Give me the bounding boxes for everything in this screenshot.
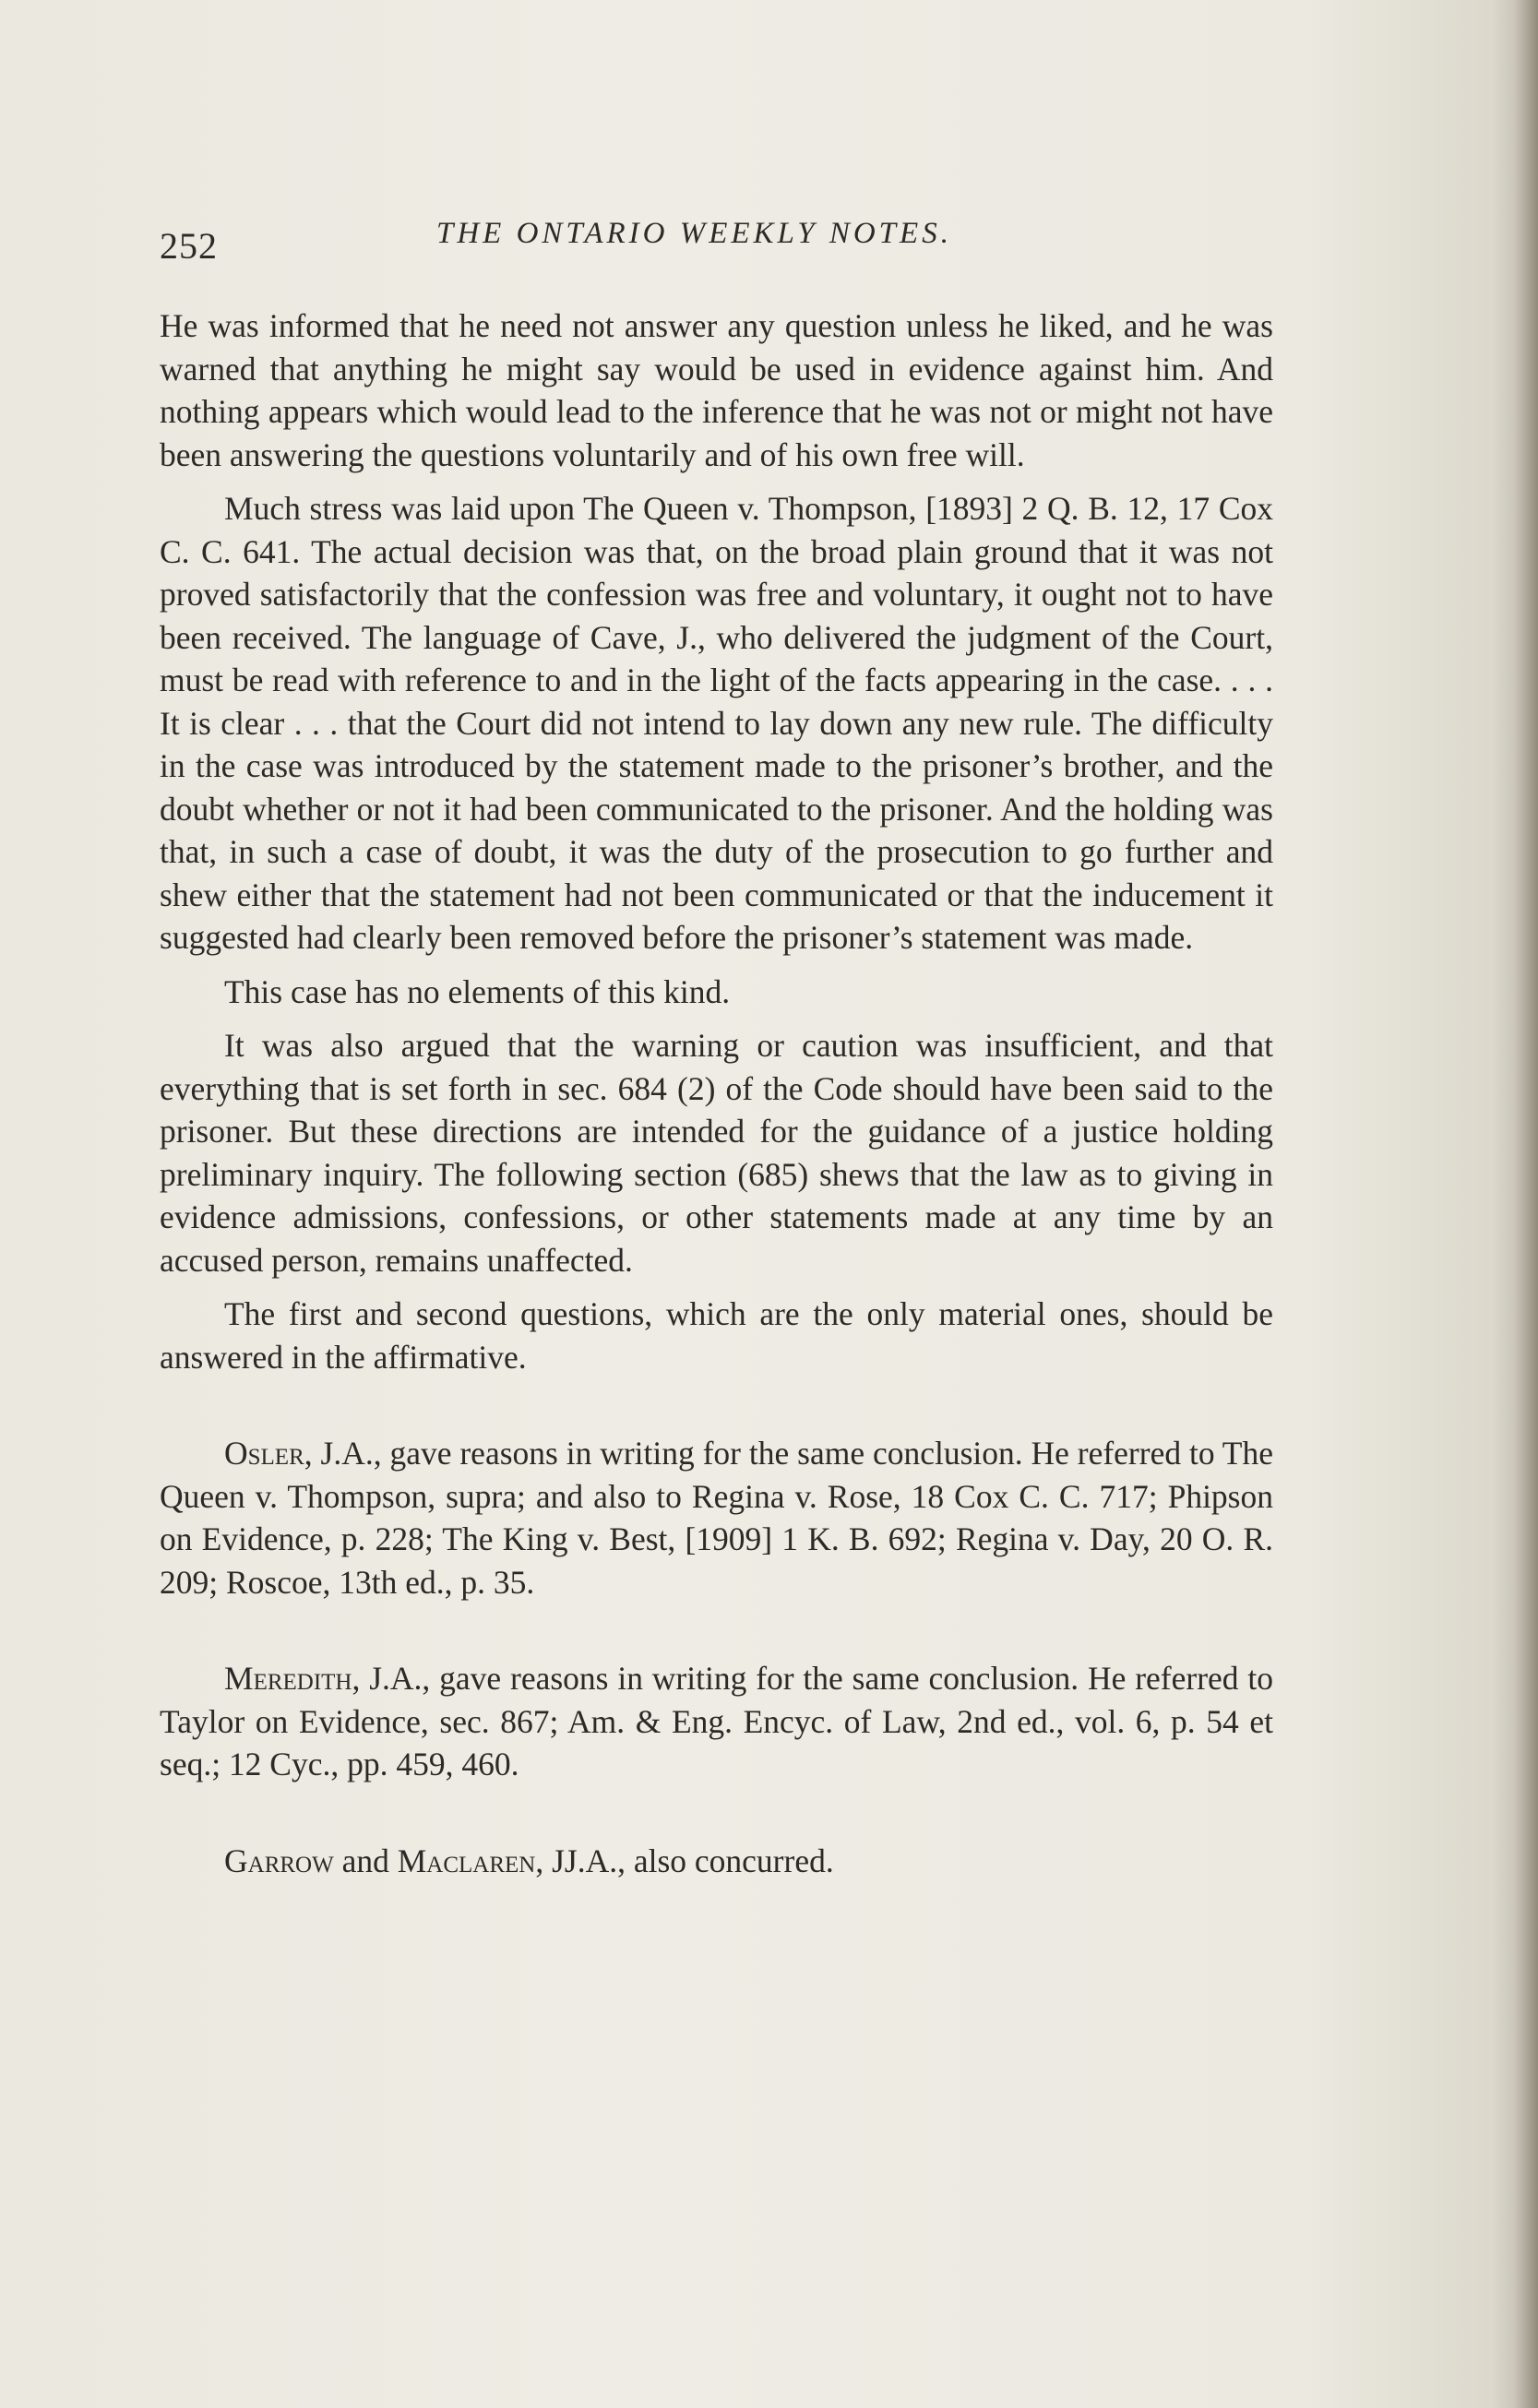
judge-name: Maclaren: [397, 1842, 536, 1879]
opinion-paragraph: [160, 1432, 1273, 1603]
paragraph: The first and second questions, which are the only material ones, should be answered in the affirmative.: [160, 1295, 1273, 1376]
page-number: 252: [160, 225, 218, 267]
concurrence-paragraph: [160, 1840, 1273, 1883]
opinion-text: , gave reasons in writing for the same conclusion. He referred to Taylor on Evidence, sec. 867; Am. & Eng. Encyc. of Law, 2nd ed., vol. 6, p. 54 et seq.; 12 Cyc., pp. 459, 460.: [160, 1660, 1273, 1782]
page-edge-shadow: [1514, 0, 1538, 2408]
paragraph: He was informed that he need not answer any question unless he liked, and he was warned that anything he might say would be used in evidence against him. And nothing appears which would lead to the inference that he was not or might not have been answering the questions voluntarily and of his own free will.: [160, 307, 1273, 473]
opinion-text: , gave reasons in writing for the same conclusion. He referred to The Queen v. Thompson, supra; and also to Regina v. Rose, 18 Cox C. C. 717; Phipson on Evidence, p. 228; The King v. Best, [1909] 1 K. B. 692; Regina v. Day, 20 O. R. 209; Roscoe, 13th ed., p. 35.: [160, 1435, 1273, 1601]
body-text: [160, 304, 1273, 1882]
paragraph: It was also argued that the warning or caution was insufficient, and that everything that is set forth in sec. 684 (2) of the Code should have been said to the prisoner. But these directions are intended for the guidance of a justice holding preliminary inquiry. The following section (685) shews that the law as to giving in evidence admissions, confessions, or other statements made at any time by an accused person, remains unaffected.: [160, 1027, 1273, 1279]
paragraph: Much stress was laid upon The Queen v. Thompson, [1893] 2 Q. B. 12, 17 Cox C. C. 641. The actual decision was that, on the broad plain ground that it was not proved satisfactorily that the confession was free and voluntary, it ought not to have been received. The language of Cave, J., who delivered the judgment of the Court, must be read with reference to and in the light of the facts appearing in the case. . . . It is clear . . . that the Court did not intend to lay down any new rule. The difficulty in the case was introduced by the statement made to the prisoner’s brother, and the doubt whether or not it had been communicated to the prisoner. And the holding was that, in such a case of doubt, it was the duty of the prosecution to go further and shew either that the statement had not been communicated or that the inducement it suggested had clearly been removed before the prisoner’s statement was made.: [160, 490, 1273, 956]
judge-name: Osler, J.A.: [224, 1435, 374, 1472]
connector-text: and: [333, 1842, 398, 1879]
paragraph: This case has no elements of this kind.: [224, 972, 731, 1010]
opinion-paragraph: [160, 1657, 1273, 1786]
page-header: [160, 217, 1273, 272]
judge-name: Garrow: [224, 1842, 334, 1879]
concurrence-text: , JJ.A., also concurred.: [535, 1842, 834, 1879]
judge-name: Meredith, J.A.: [224, 1660, 423, 1697]
running-head: THE ONTARIO WEEKLY NOTES.: [436, 217, 952, 250]
